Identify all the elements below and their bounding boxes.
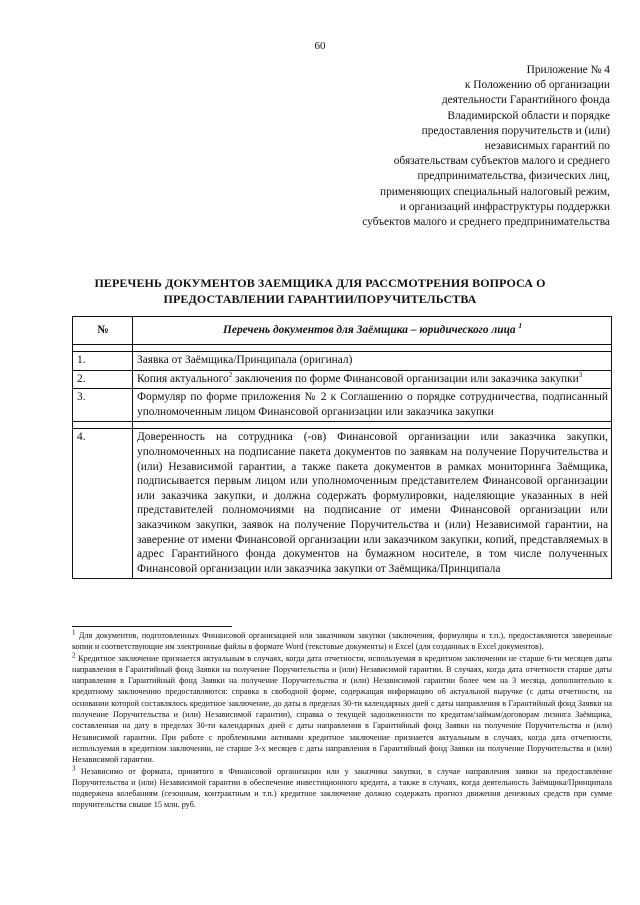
appendix-line: Владимирской области и порядке [447, 109, 610, 122]
table-spacer [73, 422, 612, 429]
appendix-header [290, 63, 610, 230]
appendix-line: субъектов малого и среднего предпринимательства [362, 216, 610, 229]
appendix-line: к Положению об организации [464, 79, 610, 92]
footnotes [72, 630, 612, 811]
table-spacer [73, 345, 612, 352]
row-number: 2. [73, 370, 133, 389]
footnote-divider [72, 626, 232, 627]
appendix-line: Приложение № 4 [526, 64, 610, 76]
appendix-line: предпринимательства, физических лиц, [417, 170, 610, 183]
page-number: 60 [314, 40, 326, 52]
header-number: № [73, 317, 133, 345]
table-row [73, 352, 612, 371]
appendix-line: независимых гарантий по [484, 140, 610, 153]
appendix-line: предоставления поручительств и (или) [421, 124, 610, 137]
appendix-line: деятельности Гарантийного фонда [441, 94, 610, 107]
row-text: Формуляр по форме приложения № 2 к Соглашению о порядке сотрудничества, подписанный уполномоченным лицом Финансовой организации или заказчика закупки [133, 389, 612, 422]
row-text [133, 370, 612, 389]
row-number: 3. [73, 389, 133, 422]
footnote [72, 630, 612, 653]
footnote [72, 763, 612, 811]
footnote [72, 650, 612, 766]
row-text-part: Копия актуального [137, 372, 229, 385]
footnote-text: Кредитное заключение признается актуальным в случаях, когда дата отчетности, используемая в кредитном заключении не старше 6-ти месяцев даты направления в Гарантийный фонд Заявки на получение Поручительства и (или) Независимой гарантии. В случаях, когда дата отчетности старше даты направления в Гарантийный фонд Заявки на получение Поручительства и (или) Независимой гарантии более чем на 3 месяца, дополнительно к кредитному заключению предоставляются: справка в свободной форме, содержащая информацию об актуальной выручке (с даты отчетности, на основании которой составлялось кредитное заключение, до даты в пределах 30-ти календарных дней с даты направления в Гарантийный фонд Заявки на получение Поручительства и (или) Независимой гарантии), справка о текущей задолженности по кредитам/займам/договорам лизинга Заёмщика, составленная на дату в пределах 30-ти календарных дней с даты направления в Гарантийный фонд Заявки на получение Поручительства и (или) Независимой гарантии. При работе с проблемными активами кредитное заключение признается актуальным в случаях, когда дата отчетности, используемая в кредитном заключении, не старше 3-х месяцев с даты направления в Гарантийный фонд Заявки на получение Поручительства и (или) Независимой гарантии. [72, 653, 612, 765]
footnote-ref: 2 [228, 370, 233, 379]
title-line-2: ПРЕДОСТАВЛЕНИИ ГАРАНТИИ/ПОРУЧИТЕЛЬСТВА [163, 292, 477, 306]
appendix-line: и организаций инфраструктуры поддержки [399, 200, 610, 213]
footnote-text: Независимо от формата, принятого в Финансовой организации или у заказчика закупки, в случае направления заявки на предоставление Поручительства и (или) Независимой гарантии в обеспечение инвестиционного кредита, а также в случаях, когда деятельность Заёмщика/Принципала подвержена колебаниям (сезонным, контрактным и т.п.) кредитное заключение должно содержать прогноз движения денежных средств при сумме поручительства свыше 15 млн. руб. [72, 766, 612, 810]
row-number: 4. [73, 429, 133, 579]
footnote-mark: 3 [72, 763, 76, 772]
row-number: 1. [73, 352, 133, 371]
footnote-ref: 1 [518, 321, 522, 330]
table-row [73, 389, 612, 422]
appendix-line: обязательствам субъектов малого и среднего [393, 155, 610, 168]
footnote-mark: 2 [72, 650, 76, 659]
footnote-ref: 3 [578, 370, 583, 379]
footnote-mark: 1 [72, 628, 76, 637]
table-row [73, 370, 612, 389]
table-header-row [73, 317, 612, 345]
header-documents-label: Перечень документов для Заёмщика – юридического лица [223, 323, 516, 336]
documents-table [72, 316, 612, 579]
footnote-text: Для документов, подготовленных Финансовой организацией или заказчиком закупки (заключения, формуляры и т.п.), предоставляются заверенные копии и соответствующие им электронные файлы в формате Word (текстовые документы) и Excel (для созданных в Excel документов). [72, 631, 612, 652]
document-title [60, 275, 580, 307]
row-text-part: заключения по форме Финансовой организации или заказчика закупки [232, 372, 579, 385]
title-line-1: ПЕРЕЧЕНЬ ДОКУМЕНТОВ ЗАЕМЩИКА ДЛЯ РАССМОТРЕНИЯ ВОПРОСА О [94, 276, 546, 290]
row-text: Доверенность на сотрудника (-ов) Финансовой организации или заказчика закупки, уполномоченных на подписание пакета документов по заявкам на получение Поручительства и (или) Независимой гарантии, а также пакета документов в рамках мониторинга Заёмщика, подписывается первым лицом или уполномоченным представителем Финансовой организации или заказчика закупки, и должна содержать формулировки, наделяющие указанных в ней представителей полномочиями на подписание от имени Финансовой организации или заказчиком закупки, заявок на получение Поручительства и (или) Независимой гарантии, на заверение от имени Финансовой организации или заказчиком закупки, копий, представляемых в адрес Гарантийного фонда документов на бумажном носителе, в том числе полученных Финансовой организации или заказчика закупки от Заёмщика/Принципала [133, 429, 612, 579]
table-row [73, 429, 612, 579]
header-documents [133, 317, 612, 345]
appendix-line: применяющих специальный налоговый режим, [380, 185, 610, 198]
row-text: Заявка от Заёмщика/Принципала (оригинал) [133, 352, 612, 371]
